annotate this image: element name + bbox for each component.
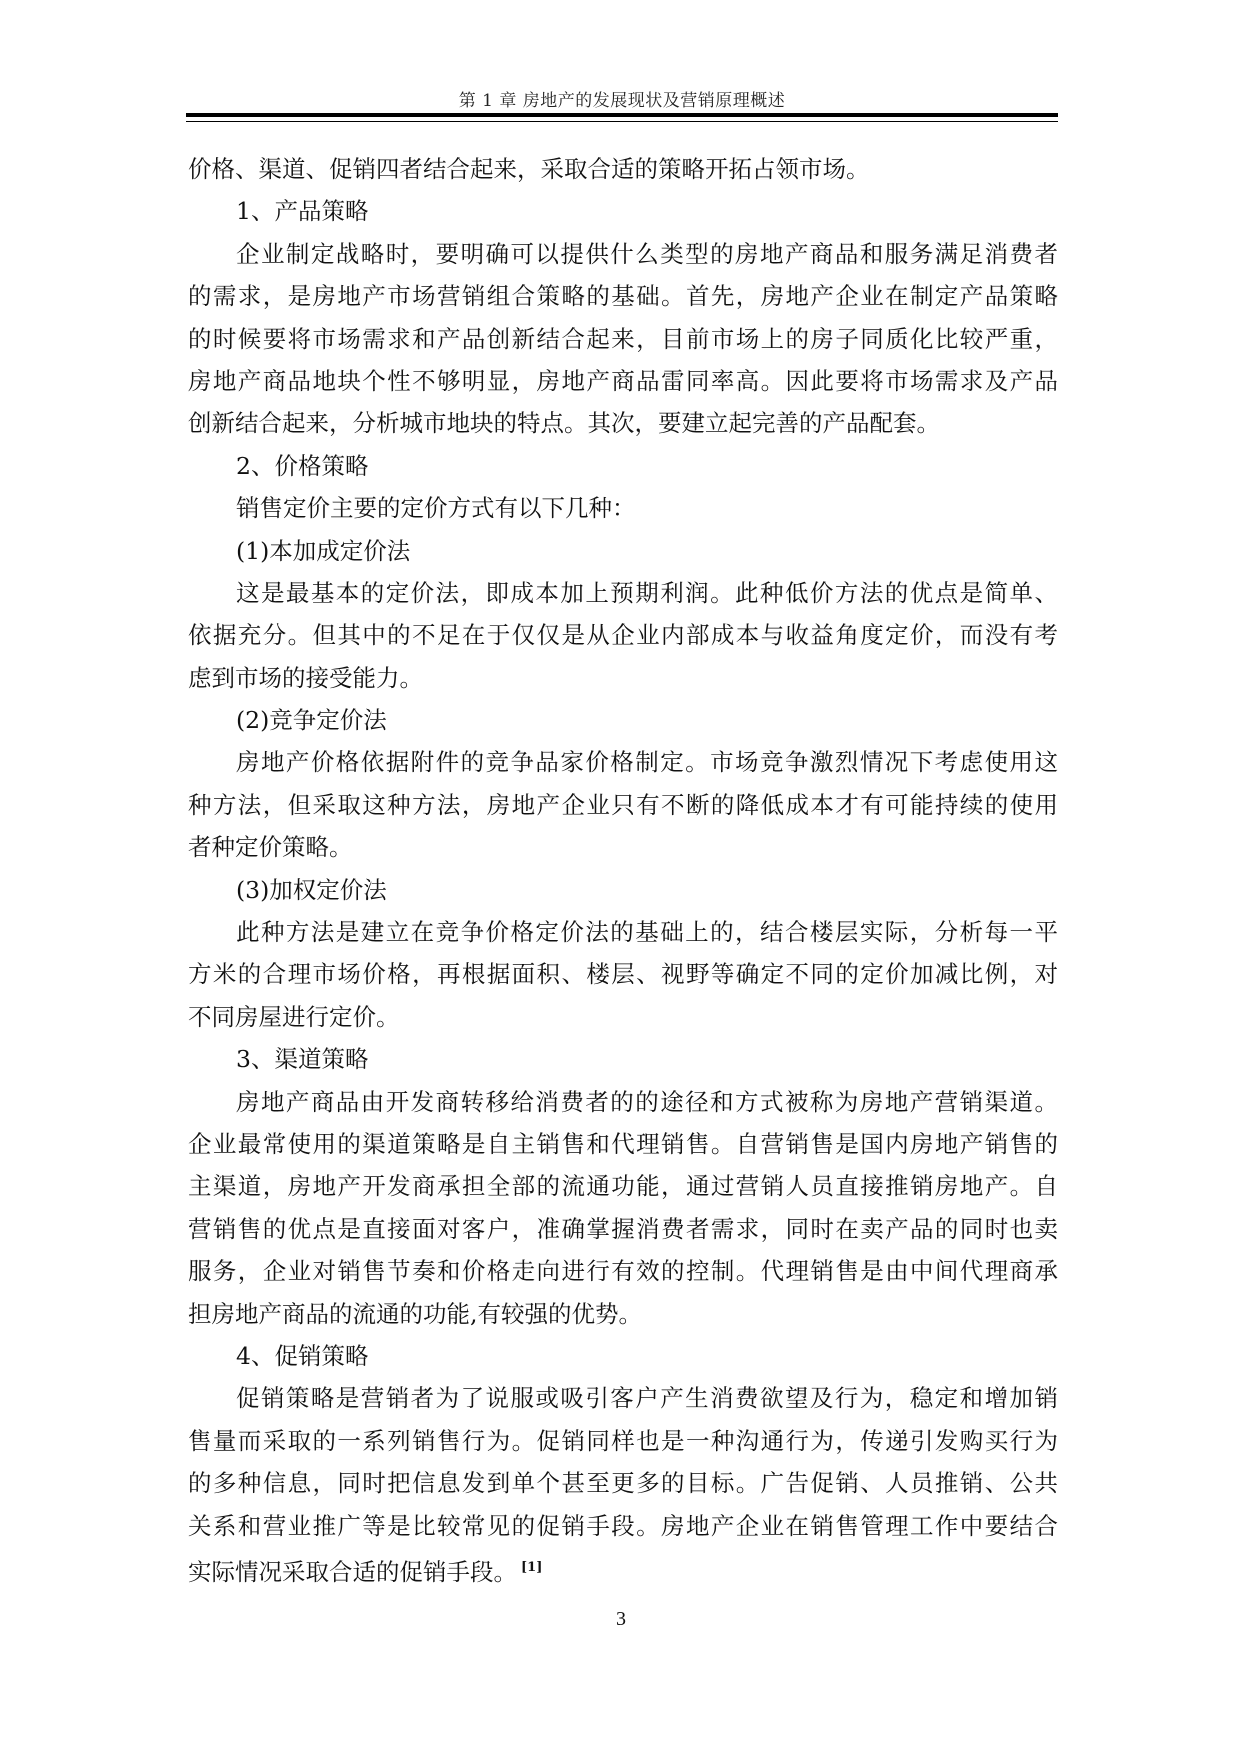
text-line-content: 创新结合起来，分析城市地块的特点。其次，要建立起完善的产品配套。 xyxy=(188,409,940,438)
text-line xyxy=(188,1505,1058,1547)
text-line-content: 不同房屋进行定价。 xyxy=(188,1002,400,1031)
text-line xyxy=(188,572,1058,614)
header-rule-thick xyxy=(186,113,1058,117)
text-line xyxy=(188,530,1058,572)
text-line xyxy=(188,699,1058,741)
text-line xyxy=(188,1208,1058,1250)
text-line xyxy=(188,784,1058,826)
text-line-content: 依据充分。但其中的不足在于仅仅是从企业内部成本与收益角度定价，而没有考 xyxy=(188,621,1058,650)
text-line-content: 企业最常使用的渠道策略是自主销售和代理销售。自营销售是国内房地产销售的 xyxy=(188,1129,1058,1158)
text-line-content: 方米的合理市场价格，再根据面积、楼层、视野等确定不同的定价加减比例，对 xyxy=(188,960,1058,989)
text-line-content: 营销售的优点是直接面对客户，准确掌握消费者需求，同时在卖产品的同时也卖 xyxy=(188,1214,1058,1243)
text-line-content: 实际情况采取合适的促销手段。 xyxy=(188,1557,517,1586)
text-line-content: 虑到市场的接受能力。 xyxy=(188,663,423,692)
text-line xyxy=(188,148,1058,190)
text-line xyxy=(188,233,1058,275)
text-line-content: 销售定价主要的定价方式有以下几种： xyxy=(236,494,636,523)
text-line-content: (1)本加成定价法 xyxy=(236,536,411,565)
citation-marker: [1] xyxy=(521,1559,543,1575)
text-line-content: 2、价格策略 xyxy=(236,451,369,480)
header-rule-thin xyxy=(186,121,1058,122)
text-line-content: 售量而采取的一系列销售行为。促销同样也是一种沟通行为，传递引发购买行为 xyxy=(188,1426,1058,1455)
text-line-content: 关系和营业推广等是比较常见的促销手段。房地产企业在销售管理工作中要结合 xyxy=(188,1511,1058,1540)
text-line-content: (3)加权定价法 xyxy=(236,875,387,904)
text-line-content: 者种定价策略。 xyxy=(188,833,353,862)
text-line-content: 担房地产商品的流通的功能,有较强的优势。 xyxy=(188,1299,642,1328)
text-line xyxy=(188,318,1058,360)
text-line xyxy=(188,402,1058,444)
text-line-content: 此种方法是建立在竞争价格定价法的基础上的，结合楼层实际，分析每一平 xyxy=(236,918,1058,947)
text-line xyxy=(188,360,1058,402)
text-line xyxy=(188,1462,1058,1504)
text-line-content: 1、产品策略 xyxy=(236,197,369,226)
text-line-content: (2)竞争定价法 xyxy=(236,706,387,735)
text-line xyxy=(188,741,1058,783)
text-line-content: 促销策略是营销者为了说服或吸引客户产生消费欲望及行为，稳定和增加销 xyxy=(236,1384,1058,1413)
text-line-content: 房地产商品地块个性不够明显，房地产商品雷同率高。因此要将市场需求及产品 xyxy=(188,366,1058,395)
text-line-content: 价格、渠道、促销四者结合起来，采取合适的策略开拓占领市场。 xyxy=(188,155,870,183)
text-line-content: 4、促销策略 xyxy=(236,1341,369,1370)
text-line xyxy=(188,1293,1058,1335)
text-line-content: 企业制定战略时，要明确可以提供什么类型的房地产商品和服务满足消费者 xyxy=(236,239,1058,268)
body-text xyxy=(188,148,1058,1589)
text-line-content: 服务，企业对销售节奏和价格走向进行有效的控制。代理销售是由中间代理商承 xyxy=(188,1257,1058,1286)
text-line xyxy=(188,1250,1058,1292)
text-line xyxy=(188,487,1058,529)
text-line xyxy=(188,1081,1058,1123)
text-line xyxy=(188,953,1058,995)
text-line-content: 主渠道，房地产开发商承担全部的流通功能，通过营销人员直接推销房地产。自 xyxy=(188,1172,1058,1201)
text-line-content: 房地产价格依据附件的竞争品家价格制定。市场竞争激烈情况下考虑使用这 xyxy=(236,748,1058,777)
text-line xyxy=(188,826,1058,868)
text-line-content: 房地产商品由开发商转移给消费者的的途径和方式被称为房地产营销渠道。 xyxy=(236,1087,1058,1116)
text-line xyxy=(188,1038,1058,1080)
text-line xyxy=(188,1165,1058,1207)
text-line xyxy=(188,1420,1058,1462)
text-line xyxy=(188,1335,1058,1377)
text-line xyxy=(188,911,1058,953)
text-line xyxy=(188,445,1058,487)
text-line xyxy=(188,1547,1058,1589)
text-line-content: 的需求，是房地产市场营销组合策略的基础。首先，房地产企业在制定产品策略 xyxy=(188,282,1058,311)
text-line xyxy=(188,657,1058,699)
text-line-content: 的时候要将市场需求和产品创新结合起来，目前市场上的房子同质化比较严重， xyxy=(188,324,1058,353)
text-line xyxy=(188,1377,1058,1419)
text-line xyxy=(188,869,1058,911)
page-number: 3 xyxy=(616,1608,626,1630)
running-header: 第 1 章 房地产的发展现状及营销原理概述 xyxy=(458,91,786,111)
text-line-content: 3、渠道策略 xyxy=(236,1045,369,1074)
text-line xyxy=(188,275,1058,317)
text-line xyxy=(188,1123,1058,1165)
text-line-content: 的多种信息，同时把信息发到单个甚至更多的目标。广告促销、人员推销、公共 xyxy=(188,1469,1058,1498)
text-line xyxy=(188,996,1058,1038)
text-line-content: 种方法，但采取这种方法，房地产企业只有不断的降低成本才有可能持续的使用 xyxy=(188,790,1058,819)
text-line xyxy=(188,614,1058,656)
text-line xyxy=(188,190,1058,232)
text-line-content: 这是最基本的定价法，即成本加上预期利润。此种低价方法的优点是简单、 xyxy=(236,578,1058,607)
